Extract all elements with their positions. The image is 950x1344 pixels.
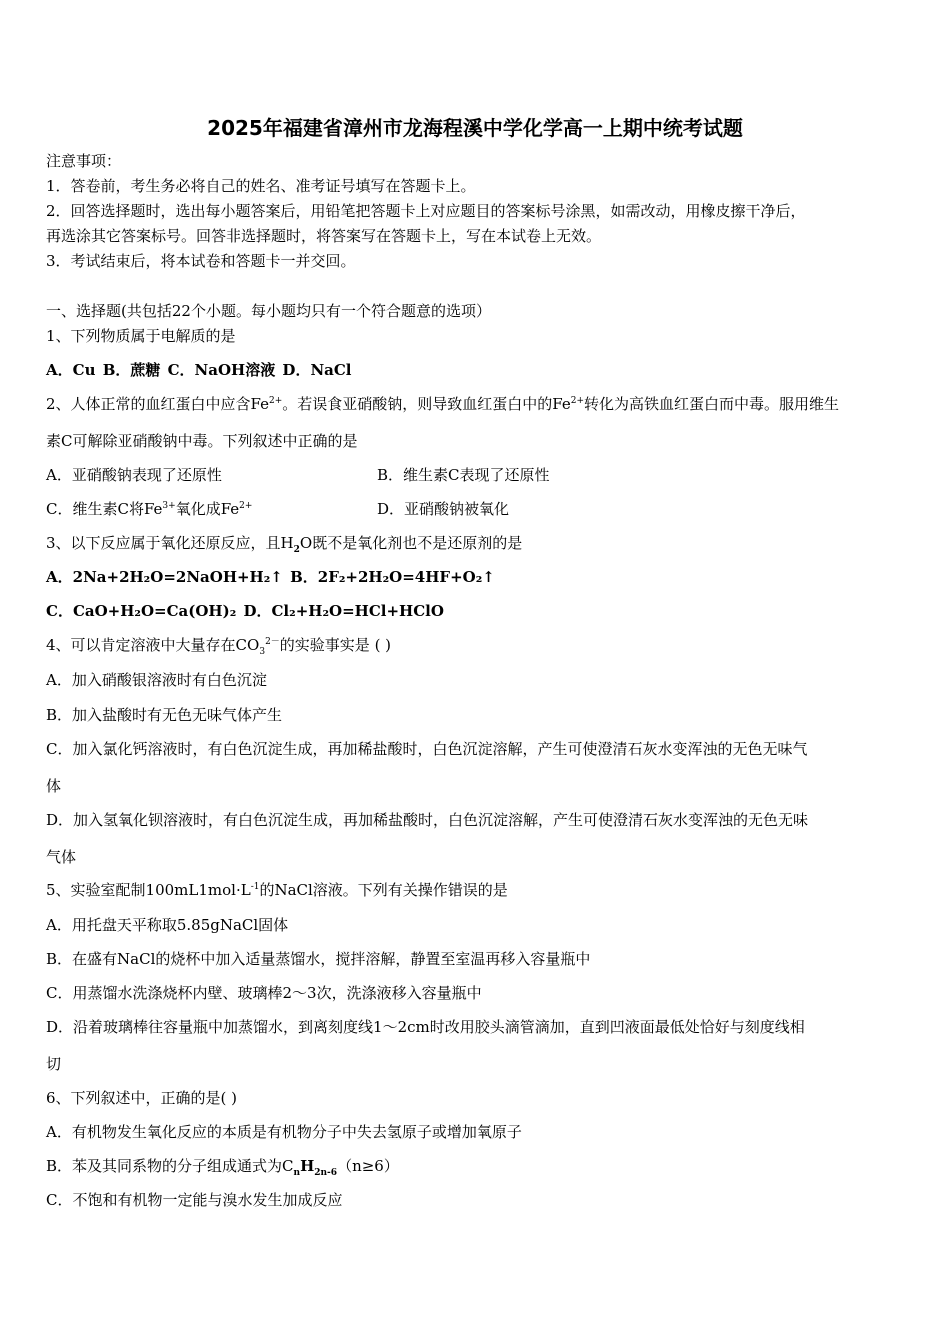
q6-option-a: A．有机物发生氧化反应的本质是有机物分子中失去氢原子或增加氧原子 bbox=[46, 1123, 522, 1141]
q2-option-d: D．亚硝酸钠被氧化 bbox=[377, 500, 510, 518]
q5-option-c: C．用蒸馏水洗涤烧杯内壁、玻璃棒2～3次，洗涤液移入容量瓶中 bbox=[46, 984, 482, 1002]
subscript: 3 bbox=[259, 647, 266, 657]
subscript: n bbox=[293, 1168, 301, 1178]
q4-option-a: A．加入硝酸银溶液时有白色沉淀 bbox=[46, 671, 267, 689]
q2-stem-text: 2、人体正常的血红蛋白中应含Fe bbox=[46, 395, 270, 413]
q4-option-c-cont: 体 bbox=[46, 777, 62, 795]
section-heading: 一、选择题(共包括22个小题。每小题均只有一个符合题意的选项） bbox=[46, 302, 491, 320]
q2-option-a: A．亚硝酸钠表现了还原性 bbox=[46, 466, 222, 484]
q3-options-ab: A．2Na+2H₂O=2NaOH+H₂↑ B．2F₂+2H₂O=4HF+O₂↑ bbox=[46, 568, 495, 586]
q4-stem-text: 的实验事实是 ( ) bbox=[279, 636, 392, 654]
charge-superscript: 2+ bbox=[239, 501, 253, 511]
subscript: 2 bbox=[293, 545, 300, 555]
notice-item: 3．考试结束后，将本试卷和答题卡一并交回。 bbox=[46, 252, 356, 270]
notice-item: 1．答卷前，考生务必将自己的姓名、准考证号填写在答题卡上。 bbox=[46, 177, 476, 195]
q4-stem-text: 4、可以肯定溶液中大量存在CO bbox=[46, 636, 260, 654]
charge-superscript: 2+ bbox=[570, 396, 585, 406]
q2-stem-line2: 素C可解除亚硝酸钠中毒。下列叙述中正确的是 bbox=[46, 432, 358, 450]
charge-superscript: 2－ bbox=[265, 637, 280, 647]
q5-option-d-cont: 切 bbox=[46, 1055, 62, 1073]
q6-stem: 6、下列叙述中，正确的是( ) bbox=[46, 1089, 238, 1107]
subscript: 2n-6 bbox=[314, 1168, 338, 1178]
q2-option-c bbox=[46, 500, 252, 518]
q3-stem-text: 3、以下反应属于氧化还原反应，且H bbox=[46, 534, 294, 552]
q4-option-c: C．加入氯化钙溶液时，有白色沉淀生成，再加稀盐酸时，白色沉淀溶解，产生可使澄清石灰水变浑浊的无色无味气 bbox=[46, 740, 808, 758]
q5-option-a: A．用托盘天平称取5.85gNaCl固体 bbox=[46, 916, 289, 934]
q2-option-c-text: 氧化成Fe bbox=[175, 500, 240, 518]
q4-option-d: D．加入氢氧化钡溶液时，有白色沉淀生成，再加稀盐酸时，白色沉淀溶解，产生可使澄清石灰水变浑浊的无色无味 bbox=[46, 811, 809, 829]
q2-option-c-text: C．维生素C将Fe bbox=[46, 500, 163, 518]
q5-option-b: B．在盛有NaCl的烧杯中加入适量蒸馏水，搅拌溶解，静置至室温再移入容量瓶中 bbox=[46, 950, 591, 968]
q4-stem bbox=[46, 636, 392, 657]
unit-superscript: -1 bbox=[250, 882, 260, 892]
q2-stem-text: 转化为高铁血红蛋白而中毒。服用维生 bbox=[584, 395, 840, 413]
q2-stem-text: 。若误食亚硝酸钠，则导致血红蛋白中的Fe bbox=[282, 395, 571, 413]
q2-stem bbox=[46, 395, 839, 413]
q6-option-b bbox=[46, 1157, 399, 1178]
charge-superscript: 3+ bbox=[162, 501, 176, 511]
q1-stem: 1、下列物质属于电解质的是 bbox=[46, 327, 236, 345]
q6-option-b-text: B．苯及其同系物的分子组成通式为C bbox=[46, 1157, 294, 1175]
q2-option-b: B．维生素C表现了还原性 bbox=[377, 466, 550, 484]
notice-heading: 注意事项： bbox=[46, 152, 122, 170]
page-title: 2025年福建省漳州市龙海程溪中学化学高一上期中统考试题 bbox=[207, 116, 743, 140]
q5-stem-text: 的NaCl溶液。下列有关操作错误的是 bbox=[259, 881, 508, 899]
q3-options-cd: C．CaO+H₂O=Ca(OH)₂ D．Cl₂+H₂O=HCl+HClO bbox=[46, 602, 444, 620]
q3-stem bbox=[46, 534, 523, 555]
q5-stem-text: 5、实验室配制100mL1mol·L bbox=[46, 881, 251, 899]
q5-option-d: D．沿着玻璃棒往容量瓶中加蒸馏水，到离刻度线1～2cm时改用胶头滴管滴加，直到凹液面最低处恰好与刻度线相 bbox=[46, 1018, 805, 1036]
q3-stem-text: O既不是氧化剂也不是还原剂的是 bbox=[299, 534, 523, 552]
notice-item: 再选涂其它答案标号。回答非选择题时，将答案写在答题卡上，写在本试卷上无效。 bbox=[46, 227, 602, 245]
q4-option-b: B．加入盐酸时有无色无味气体产生 bbox=[46, 706, 283, 724]
q4-option-d-cont: 气体 bbox=[46, 848, 77, 866]
q6-option-c: C．不饱和有机物一定能与溴水发生加成反应 bbox=[46, 1191, 343, 1209]
q5-stem bbox=[46, 881, 508, 899]
notice-item: 2．回答选择题时，选出每小题答案后，用铅笔把答题卡上对应题目的答案标号涂黑，如需改动，用橡皮擦干净后， bbox=[46, 202, 806, 220]
q6-option-b-text: H bbox=[300, 1157, 315, 1175]
charge-superscript: 2+ bbox=[269, 396, 283, 406]
q1-options: A．Cu B．蔗糖 C．NaOH溶液 D．NaCl bbox=[46, 361, 352, 379]
q6-option-b-text: （n≥6） bbox=[337, 1157, 399, 1175]
